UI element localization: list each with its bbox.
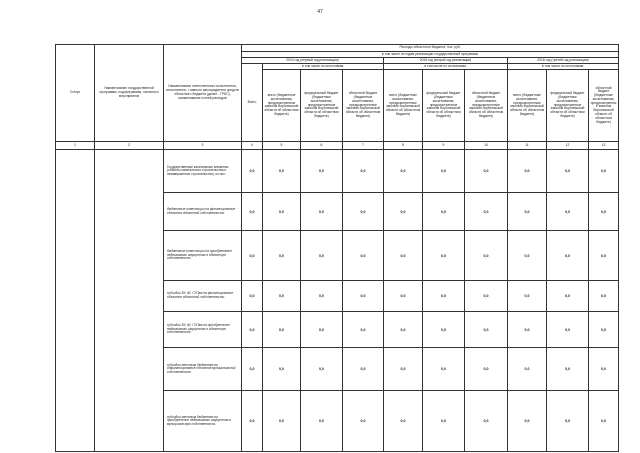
header-including-2015: в том числе по источникам: [384, 63, 508, 69]
value-cell: 0,0 [547, 231, 589, 281]
value-cell: 0,0 [263, 150, 301, 193]
value-cell: 0,0 [384, 281, 423, 312]
column-number: 6 [301, 141, 343, 149]
value-cell: 0,0 [301, 150, 343, 193]
page-number: 47 [317, 9, 323, 15]
header-including-2014: в том числе по источникам: [263, 63, 384, 69]
header-source-all-2014: всего (бюджетные ассигнования, предусмотренные законом Воронежской области об областном бюджете) [263, 69, 301, 141]
value-cell: 0,0 [423, 281, 465, 312]
value-cell: 0,0 [508, 150, 547, 193]
column-number: 13 [589, 141, 619, 149]
value-cell: 0,0 [465, 231, 508, 281]
value-cell: 0,0 [242, 348, 263, 391]
row-label: субсидии местным бюджетам на приобретение недвижимого имущества в муниципальную собственность [164, 391, 242, 452]
header-total: Всего [242, 63, 263, 141]
column-number: 3 [164, 141, 242, 149]
header-source-federal-2016: федеральный бюджет (бюджетные ассигнования, предусмотренные законом Воронежской области об областном бюджете) [547, 69, 589, 141]
header-year-2015: 2015 год (второй год реализации) [384, 57, 508, 63]
value-cell: 0,0 [508, 391, 547, 452]
value-cell: 0,0 [547, 348, 589, 391]
row-label: субсидии местным бюджетам на софинансирование объектов муниципальной собственности [164, 348, 242, 391]
header-source-all-2015: всего (бюджетные ассигнования, предусмотренные законом Воронежской области об областном бюджете) [384, 69, 423, 141]
column-number: 7 [343, 141, 384, 149]
column-number: 2 [95, 141, 164, 149]
value-cell: 0,0 [547, 391, 589, 452]
value-cell: 0,0 [384, 231, 423, 281]
value-cell: 0,0 [508, 193, 547, 231]
value-cell: 0,0 [263, 391, 301, 452]
value-cell: 0,0 [465, 281, 508, 312]
value-cell: 0,0 [465, 193, 508, 231]
value-cell: 0,0 [547, 312, 589, 348]
value-cell: 0,0 [423, 391, 465, 452]
value-cell: 0,0 [508, 231, 547, 281]
value-cell: 0,0 [242, 193, 263, 231]
value-cell: 0,0 [242, 391, 263, 452]
value-cell: 0,0 [301, 193, 343, 231]
header-source-regional-2015: областной бюджет (бюджетные ассигнования, предусмотренные законом Воронежской области об областном бюджете) [465, 69, 508, 141]
value-cell: 0,0 [589, 150, 619, 193]
header-source-regional-2014: областной бюджет (бюджетные ассигнования, предусмотренные законом Воронежской области об областном бюджете) [343, 69, 384, 141]
header-direction: Наименование ответственного исполнителя, исполнителя - главного распорядителя средств областного бюджета (далее - ГРБС), наименование статей расходов [164, 45, 242, 142]
value-cell: 0,0 [301, 391, 343, 452]
value-cell: 0,0 [384, 391, 423, 452]
header-source-regional-2016: областной бюджет (бюджетные ассигнования, предусмотренные законом Воронежской области об областном бюджете) [589, 69, 619, 141]
value-cell: 0,0 [343, 231, 384, 281]
value-cell: 0,0 [301, 231, 343, 281]
value-cell: 0,0 [589, 231, 619, 281]
value-cell: 0,0 [242, 231, 263, 281]
header-year-2014: 2014 год (первый год реализации) [242, 57, 384, 63]
column-number: 11 [508, 141, 547, 149]
value-cell: 0,0 [589, 391, 619, 452]
value-cell: 0,0 [301, 312, 343, 348]
value-cell: 0,0 [589, 193, 619, 231]
value-cell: 0,0 [423, 193, 465, 231]
header-status: Статус [56, 45, 95, 142]
column-number: 1 [56, 141, 95, 149]
value-cell: 0,0 [465, 391, 508, 452]
budget-table [55, 44, 619, 452]
value-cell: 0,0 [343, 281, 384, 312]
header-source-all-2016: всего (бюджетные ассигнования, предусмотренные законом Воронежской области об областном бюджете) [508, 69, 547, 141]
value-cell: 0,0 [301, 348, 343, 391]
value-cell: 0,0 [508, 281, 547, 312]
header-source-federal-2015: федеральный бюджет (бюджетные ассигнования, предусмотренные законом Воронежской области об областном бюджете) [423, 69, 465, 141]
status-cell [56, 150, 95, 452]
row-label: субсидии БУ, АУ, ГУПам на приобретение недвижимого имущества в областную собственность [164, 312, 242, 348]
row-label: Государственные капитальные вложения (объекты капитального строительства и незавершенное строительство), из них: [164, 150, 242, 193]
program-cell [95, 150, 164, 452]
value-cell: 0,0 [343, 312, 384, 348]
column-number: 8 [384, 141, 423, 149]
value-cell: 0,0 [384, 193, 423, 231]
header-source-federal-2014: федеральный бюджет (бюджетные ассигнования, предусмотренные законом Воронежской области об областном бюджете) [301, 69, 343, 141]
value-cell: 0,0 [263, 348, 301, 391]
value-cell: 0,0 [384, 150, 423, 193]
value-cell: 0,0 [263, 312, 301, 348]
value-cell: 0,0 [508, 312, 547, 348]
value-cell: 0,0 [589, 281, 619, 312]
column-numbers-row [56, 141, 619, 149]
column-number: 12 [547, 141, 589, 149]
column-number: 10 [465, 141, 508, 149]
header-by-years: в том числе по годам реализации государственной программы [242, 52, 619, 58]
value-cell: 0,0 [343, 150, 384, 193]
value-cell: 0,0 [465, 150, 508, 193]
value-cell: 0,0 [242, 281, 263, 312]
value-cell: 0,0 [589, 312, 619, 348]
value-cell: 0,0 [508, 348, 547, 391]
value-cell: 0,0 [547, 150, 589, 193]
row-label: бюджетные инвестиции на приобретение недвижимого имущества в областную собственность [164, 231, 242, 281]
value-cell: 0,0 [343, 391, 384, 452]
value-cell: 0,0 [242, 312, 263, 348]
row-label: бюджетные инвестиции на финансирование объектов областной собственности [164, 193, 242, 231]
value-cell: 0,0 [465, 312, 508, 348]
value-cell: 0,0 [423, 150, 465, 193]
header-year-2016: 2016 год (третий год реализации) [508, 57, 619, 63]
header-including-2016: в том числе по источникам: [508, 63, 619, 69]
value-cell: 0,0 [547, 281, 589, 312]
header-program-name: Наименование государственной программы, подпрограммы, основного мероприятия [95, 45, 164, 142]
column-number: 4 [242, 141, 263, 149]
value-cell: 0,0 [384, 312, 423, 348]
value-cell: 0,0 [343, 193, 384, 231]
value-cell: 0,0 [384, 348, 423, 391]
column-number: 9 [423, 141, 465, 149]
value-cell: 0,0 [589, 348, 619, 391]
value-cell: 0,0 [343, 348, 384, 391]
header-expenses-title: Расходы областного бюджета, тыс. руб. [242, 45, 619, 52]
value-cell: 0,0 [301, 281, 343, 312]
value-cell: 0,0 [263, 281, 301, 312]
column-number: 5 [263, 141, 301, 149]
value-cell: 0,0 [423, 348, 465, 391]
value-cell: 0,0 [423, 312, 465, 348]
value-cell: 0,0 [263, 231, 301, 281]
value-cell: 0,0 [547, 193, 589, 231]
value-cell: 0,0 [465, 348, 508, 391]
table-row [56, 150, 619, 193]
value-cell: 0,0 [242, 150, 263, 193]
row-label: субсидии БУ, АУ, ГУПам на финансирование объектов областной собственности [164, 281, 242, 312]
value-cell: 0,0 [263, 193, 301, 231]
value-cell: 0,0 [423, 231, 465, 281]
